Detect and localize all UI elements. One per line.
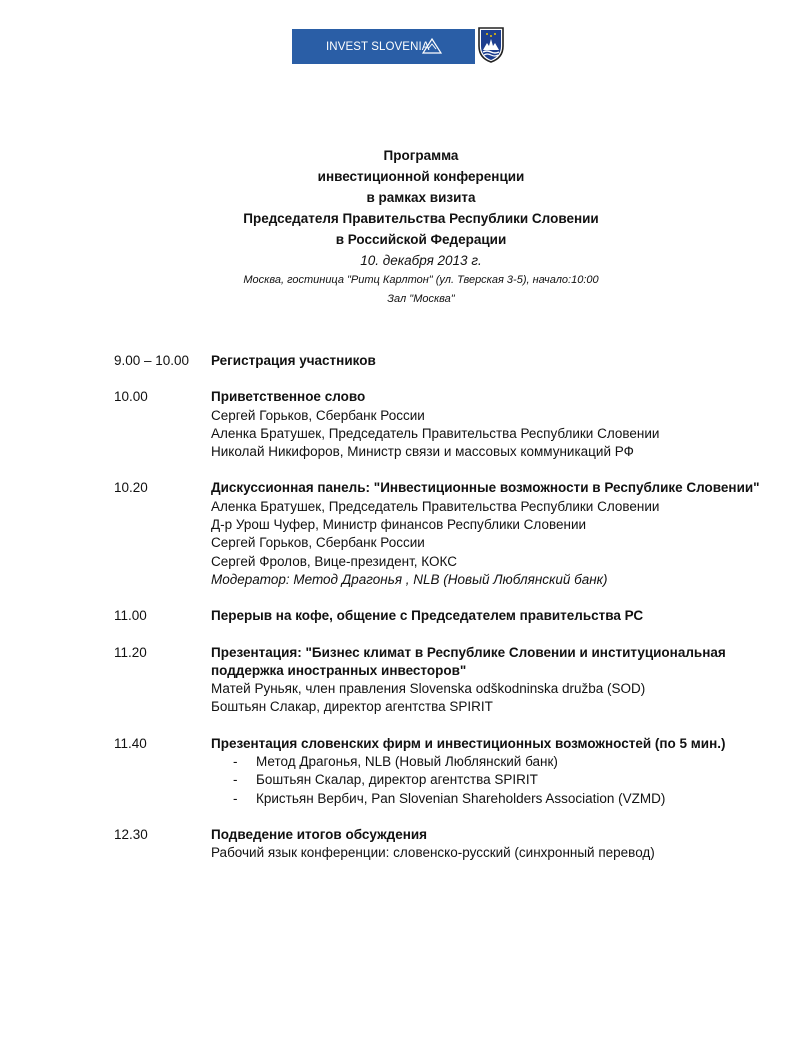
- invest-slovenia-logo: [292, 29, 475, 64]
- list-item: - Метод Драгонья, NLB (Новый Люблянский банк): [211, 753, 764, 771]
- title-line: Программа: [383, 148, 459, 163]
- agenda-time: 11.00: [114, 608, 147, 624]
- list-item: - Боштьян Скалар, директор агентства SPIRIT: [211, 771, 764, 789]
- agenda-time: 11.40: [114, 735, 147, 751]
- agenda-list: [114, 352, 764, 863]
- agenda-content: [211, 352, 764, 370]
- agenda-speaker: Рабочий язык конференции: словенско-русский (синхронный перевод): [211, 845, 655, 861]
- title-line: инвестиционной конференции: [317, 169, 525, 184]
- agenda-title: Презентация словенских фирм и инвестиционных возможностей (по 5 мин.): [211, 735, 726, 751]
- event-hall: Зал "Москва": [387, 293, 455, 305]
- event-date: 10. декабря 2013 г.: [360, 253, 482, 268]
- coat-of-arms-icon: [477, 26, 505, 64]
- agenda-speaker: Сергей Фролов, Вице-президент, КОКС: [211, 553, 457, 569]
- agenda-content: [211, 479, 764, 589]
- agenda-speaker: Николай Никифоров, Министр связи и массовых коммуникаций РФ: [211, 444, 634, 460]
- agenda-item: [114, 644, 764, 717]
- agenda-speaker: Сергей Горьков, Сбербанк России: [211, 407, 425, 423]
- agenda-speaker: Д-р Урош Чуфер, Министр финансов Республики Словении: [211, 517, 587, 533]
- event-venue: Москва, гостиница "Ритц Карлтон" (ул. Тверская 3-5), начало:10:00: [243, 274, 599, 286]
- agenda-item: [114, 352, 764, 370]
- agenda-time: 10.20: [114, 480, 148, 496]
- agenda-speaker: Боштьян Слакар, директор агентства SPIRIT: [211, 699, 493, 715]
- presenter-list: [211, 753, 764, 808]
- agenda-time: 12.30: [114, 826, 148, 842]
- agenda-item: [114, 735, 764, 808]
- agenda-title: Дискуссионная панель: "Инвестиционные возможности в Республике Словении": [211, 480, 760, 496]
- list-item: - Кристьян Вербич, Pan Slovenian Shareholders Association (VZMD): [211, 790, 764, 808]
- agenda-moderator: Модератор: Метод Драгонья , NLB (Новый Люблянский банк): [211, 571, 608, 587]
- agenda-content: [211, 388, 764, 461]
- agenda-item: [114, 479, 764, 589]
- agenda-title: Подведение итогов обсуждения: [211, 826, 428, 842]
- agenda-content: [211, 644, 764, 717]
- agenda-title: Приветственное слово: [211, 389, 366, 405]
- agenda-item: [114, 826, 764, 863]
- agenda-speaker: Сергей Горьков, Сбербанк России: [211, 535, 425, 551]
- agenda-content: [211, 735, 764, 808]
- title-line: Председателя Правительства Республики Словении: [243, 211, 599, 226]
- agenda-speaker: Аленка Братушек, Председатель Правительства Республики Словении: [211, 498, 660, 514]
- title-line: в Российской Федерации: [335, 232, 507, 247]
- agenda-time: 11.20: [114, 644, 147, 660]
- agenda-title: Презентация: "Бизнес климат в Республике Словении и институциональная поддержка иностранных инвесторов": [211, 644, 726, 678]
- triangle-logo-icon: [422, 38, 442, 54]
- agenda-item: [114, 388, 764, 461]
- agenda-content: [211, 826, 764, 863]
- agenda-time: 9.00 – 10.00: [114, 353, 190, 368]
- agenda-speaker: Матей Руньяк, член правления Slovenska odškodninska družba (SOD): [211, 681, 646, 697]
- agenda-content: [211, 607, 764, 625]
- title-line: в рамках визита: [366, 190, 476, 205]
- agenda-title: Регистрация участников: [211, 353, 376, 368]
- program-title-block: [0, 145, 801, 309]
- agenda-title: Перерыв на кофе, общение с Председателем правительства РС: [211, 608, 644, 624]
- logo-text: INVEST SLOVENIA: [326, 40, 430, 53]
- agenda-speaker: Аленка Братушек, Председатель Правительства Республики Словении: [211, 425, 660, 441]
- agenda-time: 10.00: [114, 389, 148, 405]
- agenda-item: [114, 607, 764, 625]
